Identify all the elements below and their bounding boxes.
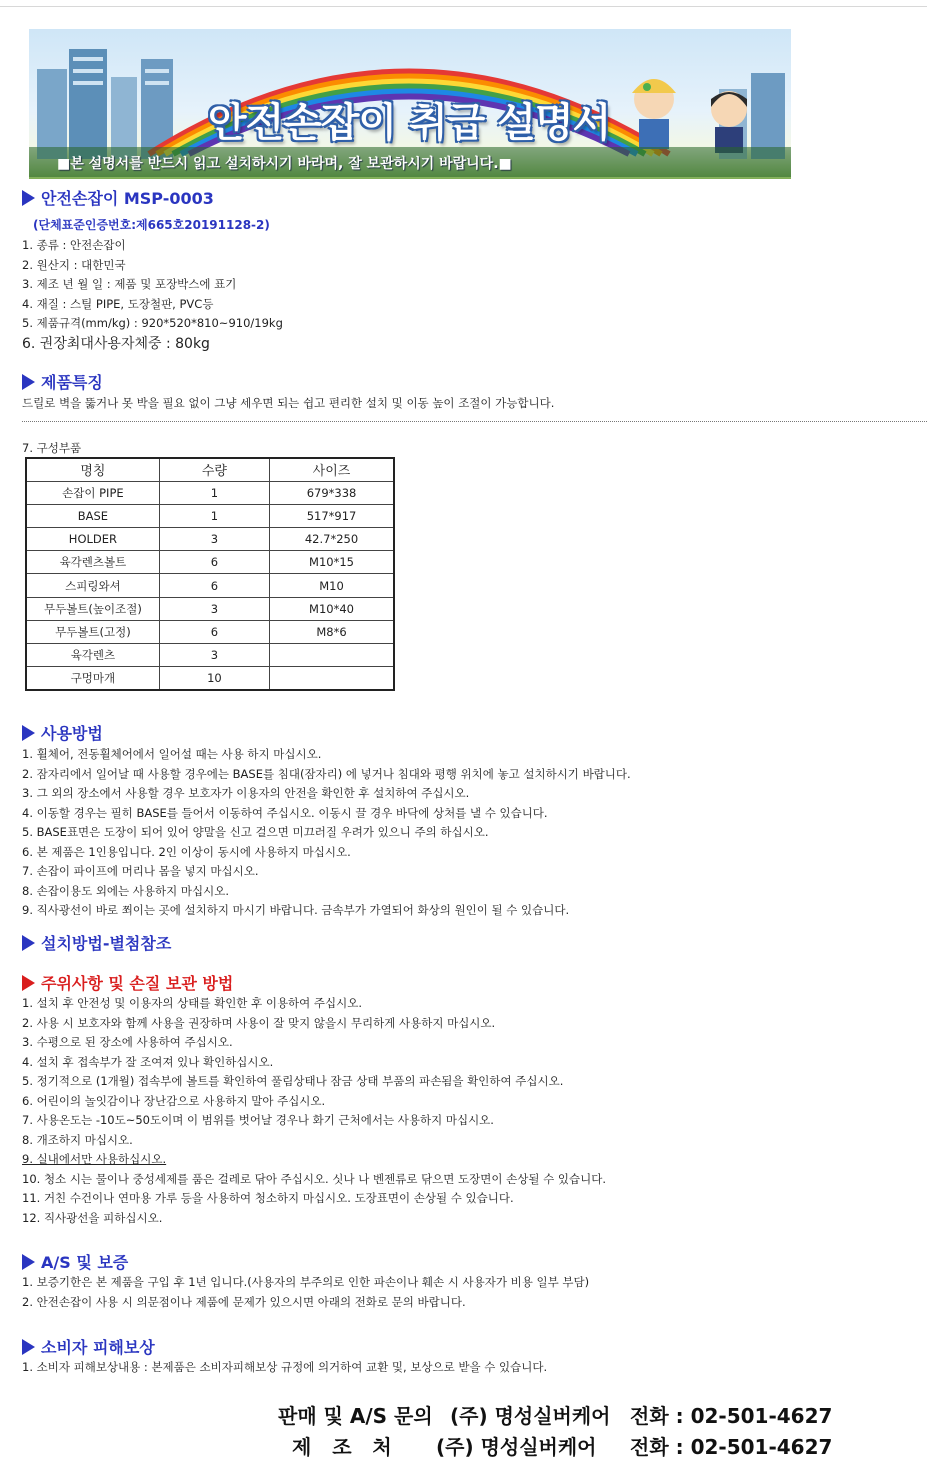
sales-label: 판매 및 A/S 문의	[278, 1404, 433, 1428]
table-header-row	[26, 458, 394, 481]
product-heading: 안전손잡이 MSP-0003	[22, 186, 214, 209]
table-row	[26, 620, 394, 643]
list-item: 3. 수평으로 된 장소에 사용하여 주십시오.	[22, 1035, 233, 1049]
cell: 스피링와셔	[26, 574, 159, 597]
header-name: 명칭	[26, 458, 159, 481]
list-item: 8. 개조하지 마십시오.	[22, 1132, 133, 1147]
table-row	[26, 644, 394, 667]
sales-contact	[278, 1400, 832, 1429]
triangle-bullet-icon	[22, 935, 35, 951]
table-row	[26, 481, 394, 504]
cell: 1	[159, 481, 269, 504]
triangle-bullet-icon	[22, 1339, 35, 1355]
list-item: 9. 직사광선이 바로 쬐이는 곳에 설치하지 마시기 바랍니다. 금속부가 가열되어 화상의 원인이 될 수 있습니다.	[22, 903, 570, 917]
list-item: 6. 어린이의 놀잇감이나 장난감으로 사용하지 말아 주십시오.	[22, 1093, 326, 1108]
list-item: 5. BASE표면은 도장이 되어 있어 양말을 신고 걸으면 미끄러질 우려가 있으니 주의 하십시오.	[22, 825, 489, 839]
list-item: 2. 안전손잡이 사용 시 의문점이나 제품에 문제가 있으시면 아래의 전화로 문의 바랍니다.	[22, 1294, 466, 1309]
maker-label: 제 조 처	[292, 1435, 392, 1459]
triangle-bullet-icon	[22, 975, 35, 991]
list-item: 3. 그 외의 장소에서 사용할 경우 보호자가 이용자의 안전을 확인한 후 설치하여 주십시오.	[22, 786, 470, 800]
compensation-heading: 소비자 피해보상	[22, 1335, 155, 1358]
list-item: 6. 본 제품은 1인용입니다. 2인 이상이 동시에 사용하지 마십시오.	[22, 844, 351, 859]
cell: 육각렌츠볼트	[26, 551, 159, 574]
list-item: 1. 설치 후 안전성 및 이용자의 상태를 확인한 후 이용하여 주십시오.	[22, 996, 363, 1010]
list-item: 12. 직사광선을 피하십시오.	[22, 1210, 163, 1225]
cell: 무두볼트(고정)	[26, 620, 159, 643]
usage-heading: 사용방법	[22, 721, 103, 744]
sales-phone: 전화 : 02-501-4627	[630, 1404, 833, 1428]
spec-item: 6. 권장최대사용자체중 : 80kg	[22, 335, 210, 352]
table-row	[26, 574, 394, 597]
list-item: 7. 손잡이 파이프에 머리나 몸을 넣지 마십시오.	[22, 864, 259, 878]
header-banner	[29, 29, 791, 179]
cell: 10	[159, 667, 269, 690]
features-text: 드릴로 벽을 뚫거나 못 박을 필요 없이 그냥 세우면 되는 쉽고 편리한 설치 및 이동 높이 조절이 가능합니다.	[22, 396, 555, 410]
cell: 구멍마개	[26, 667, 159, 690]
parts-caption: 7. 구성부품	[22, 441, 82, 455]
list-item: 5. 정기적으로 (1개월) 접속부에 볼트를 확인하여 풀림상태나 잠금 상태 부품의 파손됨을 확인하여 주십시오.	[22, 1074, 564, 1088]
spec-item: 3. 제조 년 월 일 : 제품 및 포장박스에 표기	[22, 277, 237, 291]
parts-table	[25, 457, 395, 691]
list-item: 1. 보증기한은 본 제품을 구입 후 1년 입니다.(사용자의 부주의로 인한 파손이나 훼손 시 사용자가 비용 일부 부담)	[22, 1275, 590, 1289]
cell: 42.7*250	[270, 528, 394, 551]
cert-number: (단체표준인증번호:제665호20191128-2)	[33, 218, 270, 232]
table-row	[26, 551, 394, 574]
list-item: 8. 손잡이용도 외에는 사용하지 마십시오.	[22, 883, 229, 898]
cell: 3	[159, 644, 269, 667]
list-item: 2. 잠자리에서 일어날 때 사용할 경우에는 BASE를 침대(잠자리) 에 넣거나 침대와 평행 위치에 놓고 설치하시기 바랍니다.	[22, 766, 631, 781]
triangle-bullet-icon	[22, 725, 35, 741]
sales-company: (주) 명성실버케어	[450, 1404, 611, 1428]
banner-subtitle: ■본 설명서를 반드시 읽고 설치하시기 바라며, 잘 보관하시기 바랍니다.■	[57, 156, 512, 172]
cell: 육각렌츠	[26, 644, 159, 667]
list-item: 10. 청소 시는 물이나 중성세제를 품은 걸레로 닦아 주십시오. 싯나 나 벤젠류로 닦으면 도장면이 손상될 수 있습니다.	[22, 1171, 606, 1186]
caution-heading: 주위사항 및 손질 보관 방법	[22, 971, 233, 994]
cell: M10*40	[270, 597, 394, 620]
cell: M10*15	[270, 551, 394, 574]
cell	[270, 644, 394, 667]
cell: M10	[270, 574, 394, 597]
triangle-bullet-icon	[22, 190, 35, 206]
spec-item: 2. 원산지 : 대한민국	[22, 257, 126, 272]
cell: 3	[159, 528, 269, 551]
triangle-bullet-icon	[22, 1254, 35, 1270]
cell	[270, 667, 394, 690]
banner-title: 안전손잡이 취급 설명서	[207, 100, 611, 146]
list-item: 9. 실내에서만 사용하십시오.	[22, 1152, 167, 1166]
list-item: 4. 이동할 경우는 필히 BASE를 들어서 이동하여 주십시오. 이동시 끌 경우 바닥에 상처를 낼 수 있습니다.	[22, 805, 548, 820]
warranty-list	[22, 1273, 589, 1312]
spec-list	[22, 236, 283, 354]
list-item: 11. 거친 수건이나 연마용 가루 등을 사용하여 청소하지 마십시오. 도장표면이 손상될 수 있습니다.	[22, 1191, 514, 1205]
cell: 무두볼트(높이조절)	[26, 597, 159, 620]
spec-item: 5. 제품규격(mm/kg) : 920*520*810~910/19kg	[22, 316, 283, 330]
cell: 손잡이 PIPE	[26, 481, 159, 504]
cell: HOLDER	[26, 528, 159, 551]
spec-item: 1. 종류 : 안전손잡이	[22, 238, 126, 252]
warranty-heading: A/S 및 보증	[22, 1250, 128, 1273]
maker-phone: 전화 : 02-501-4627	[630, 1435, 833, 1459]
caution-list	[22, 994, 606, 1228]
cell: 1	[159, 504, 269, 527]
install-heading: 설치방법-별첨참조	[22, 931, 171, 954]
spec-item: 4. 재질 : 스틸 PIPE, 도장철판, PVC등	[22, 296, 214, 311]
list-item: 1. 휠체어, 전동휠체어에서 일어설 때는 사용 하지 마십시오.	[22, 747, 322, 761]
dotted-divider	[22, 421, 927, 422]
compensation-list	[22, 1358, 547, 1378]
list-item: 2. 사용 시 보호자와 함께 사용을 권장하며 사용이 잘 맞지 않을시 무리하게 사용하지 마십시오.	[22, 1015, 496, 1030]
header-qty: 수량	[159, 458, 269, 481]
top-divider	[0, 6, 927, 7]
triangle-bullet-icon	[22, 374, 35, 390]
table-row	[26, 597, 394, 620]
table-row	[26, 528, 394, 551]
table-row	[26, 667, 394, 690]
cell: BASE	[26, 504, 159, 527]
cell: 6	[159, 574, 269, 597]
list-item: 7. 사용온도는 -10도~50도이며 이 범위를 벗어날 경우나 화기 근처에서는 사용하지 마십시오.	[22, 1113, 494, 1127]
usage-list	[22, 745, 631, 921]
table-row	[26, 504, 394, 527]
cell: M8*6	[270, 620, 394, 643]
list-item: 1. 소비자 피해보상내용 : 본제품은 소비자피해보상 규정에 의거하여 교환 및, 보상으로 받을 수 있습니다.	[22, 1360, 548, 1374]
cell: 6	[159, 620, 269, 643]
maker-contact	[292, 1431, 832, 1460]
cell: 3	[159, 597, 269, 620]
cell: 6	[159, 551, 269, 574]
features-heading: 제품특징	[22, 370, 103, 393]
cell: 679*338	[270, 481, 394, 504]
header-size: 사이즈	[270, 458, 394, 481]
maker-company: (주) 명성실버케어	[436, 1435, 597, 1459]
cell: 517*917	[270, 504, 394, 527]
list-item: 4. 설치 후 접속부가 잘 조여져 있나 확인하십시오.	[22, 1054, 274, 1069]
